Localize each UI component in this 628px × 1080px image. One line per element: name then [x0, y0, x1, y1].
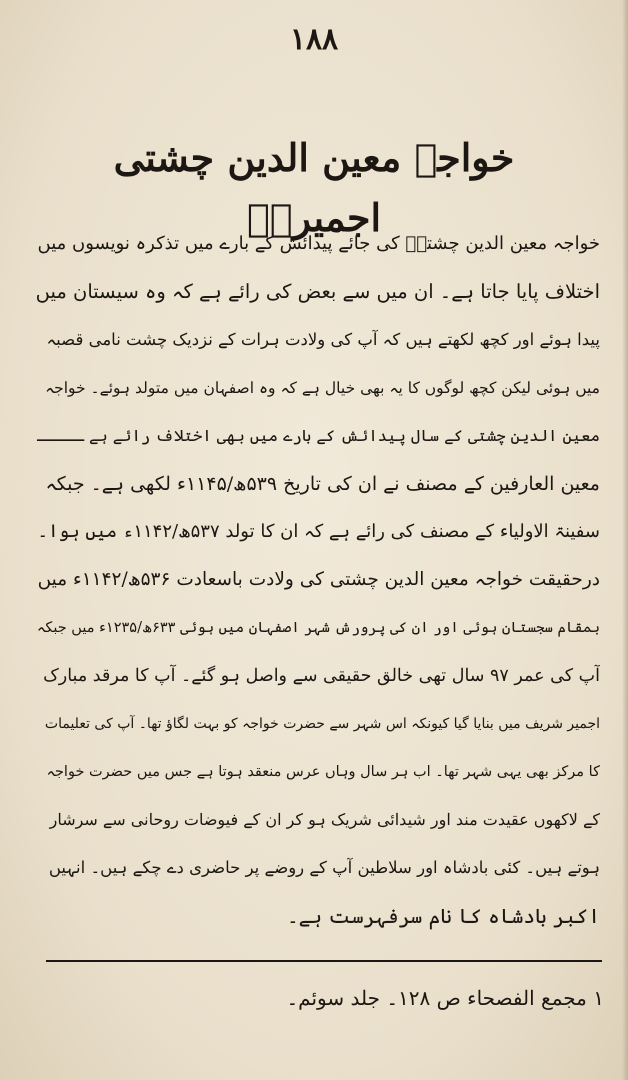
text-line: درحقیقت خواجہ معین الدین چشتی کی ولادت باسعادت ۵۳۶ھ/۱۱۴۲ء میں: [37, 569, 600, 590]
text-line: اجمیر شریف میں بنایا گیا کیونکہ اس شہر سے حضرت خواجہ کو بہت لگاؤ تھا۔ آپ کی تعلیمات: [44, 716, 600, 732]
text-line: پیدا ہوئے اور کچھ لکھتے ہیں کہ آپ کی ولادت ہرات کے نزدیک چشت نامی قصبہ: [46, 330, 600, 349]
text-line: اکبر بادشاہ کا نام سرفہرست ہے۔: [286, 904, 600, 928]
text-line: خواجہ معین الدین چشتیؒ کی جائے پیدائش کے بارے میں تذکرہ نویسوں میں: [37, 233, 600, 254]
text-line: ہوتے ہیں۔ کئی بادشاہ اور سلاطین آپ کے روضے پر حاضری دے چکے ہیں۔ انہیں: [48, 858, 600, 877]
text-line: اختلاف پایا جاتا ہے۔ ان میں سے بعض کی رائے ہے کہ وہ سیستان میں: [36, 280, 600, 303]
body-text: [36, 220, 600, 940]
page-number: ۱۸۸: [289, 22, 339, 57]
text-line: معین الدین چشتی کے سال پیدائش کے بارے میں بھی اختلاف رائے ہے ـــــ: [37, 426, 600, 445]
page-edge-shadow: [622, 0, 628, 1080]
text-line: معین العارفین کے مصنف نے ان کی تاریخ ۵۳۹ھ/۱۱۴۵ء لکھی ہے۔ جبکہ: [45, 473, 600, 495]
text-line: کا مرکز بھی یہی شہر تھا۔ اب ہر سال وہاں عرس منعقد ہوتا ہے جس میں حضرت خواجہ: [46, 764, 600, 780]
text-line: میں ہوئی لیکن کچھ لوگوں کا یہ بھی خیال ہے کہ وہ اصفہان میں متولد ہوئے۔ خواجہ: [45, 379, 600, 397]
footnote-divider: [46, 960, 602, 962]
text-line: بمقام سجستان ہوئی اور ان کی پرورش شہر اصفہان میں ہوئی ۶۳۳ھ/۱۲۳۵ء میں جبکہ: [36, 620, 600, 636]
text-line: سفینۃ الاولیاء کے مصنف کی رائے ہے کہ ان کا تولد ۵۳۷ھ/۱۱۴۲ء میں ہوا۔: [37, 521, 600, 542]
chapter-title: خواجہ معین الدین چشتی اجمیریؒ: [113, 135, 515, 240]
text-line: کے لاکھوں عقیدت مند اور شیدائی شریک ہو کر ان کے فیوضات روحانی سے سرشار: [49, 810, 600, 829]
text-line: آپ کی عمر ۹۷ سال تھی خالق حقیقی سے واصل ہو گئے۔ آپ کا مرقد مبارک: [43, 666, 600, 686]
footnote: ۱ مجمع الفصحاء ص ۱۲۸۔ جلد سوئم۔: [286, 986, 604, 1010]
